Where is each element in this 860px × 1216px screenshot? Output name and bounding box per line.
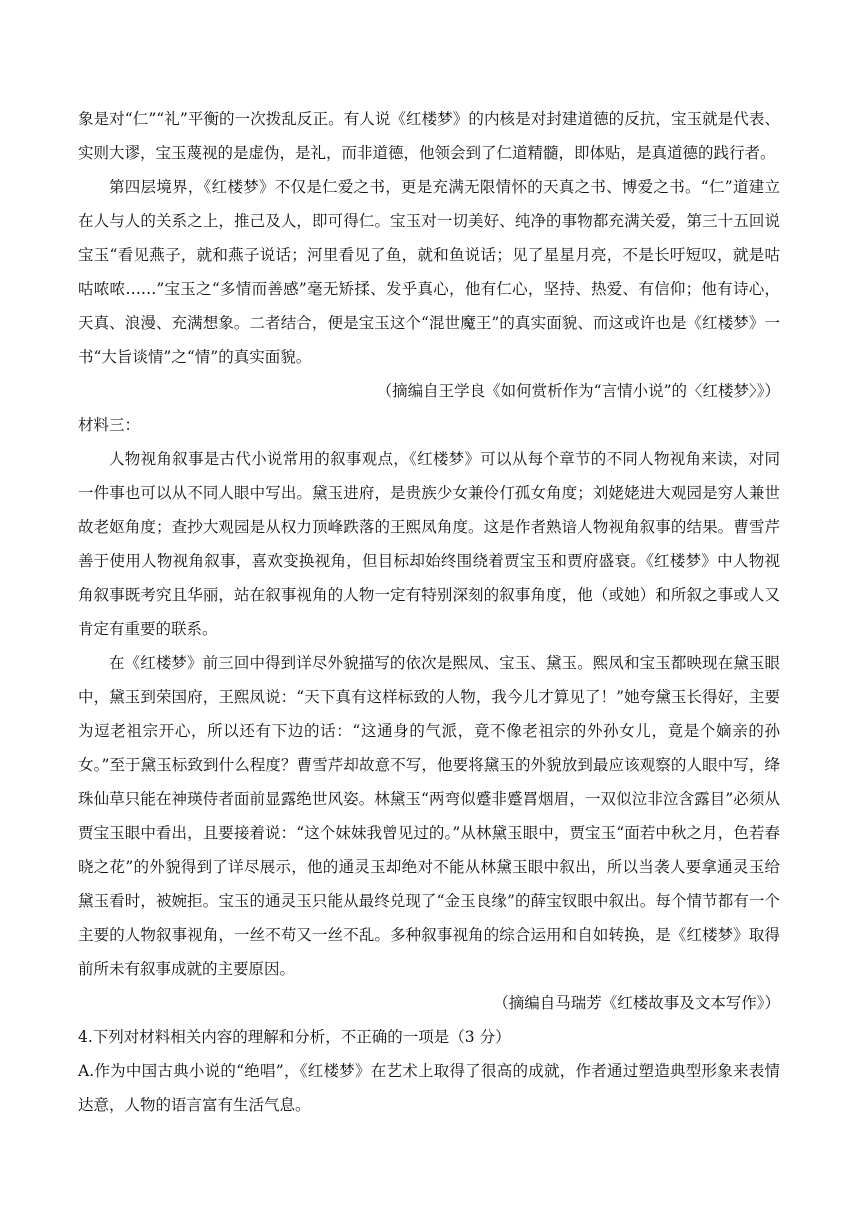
question-4-option-a: A.作为中国古典小说的“绝唱”，《红楼梦》在艺术上取得了很高的成就，作者通过塑造典型形象来表情达意，人物的语言富有生活气息。 <box>78 1062 780 1114</box>
material2-paragraph-fourth-level: 第四层境界，《红楼梦》不仅是仁爱之书，更是充满无限情怀的天真之书、博爱之书。“仁”道建立在人与人的关系之上，推己及人，即可得仁。宝玉对一切美好、纯净的事物都充满关爱，第三十五回说宝玉“看见燕子，就和燕子说话；河里看见了鱼，就和鱼说话；见了星星月亮，不是长吁短叹，就是咕咕哝哝……”宝玉之“多情而善感”毫无矫揉、发乎真心，他有仁心，坚持、热爱、有信仰；他有诗心，天真、浪漫、充满想象。二者结合，便是宝玉这个“混世魔王”的真实面貌、而这或许也是《红楼梦》一书“大旨谈情”之“情”的真实面貌。 <box>78 178 780 366</box>
material2-paragraph-continued: 象是对“仁”“礼”平衡的一次拨乱反正。有人说《红楼梦》的内核是对封建道德的反抗，宝玉就是代表、实则大谬，宝玉蔑视的是虚伪，是礼，而非道德，他领会到了仁道精髓，即体贴，是真道德的践行者。 <box>78 110 780 162</box>
document-page <box>78 102 780 1122</box>
material3-paragraph-1: 人物视角叙事是古代小说常用的叙事观点，《红楼梦》可以从每个章节的不同人物视角来读，对同一件事也可以从不同人眼中写出。黛玉进府，是贵族少女兼伶仃孤女角度；刘姥姥进大观园是穷人兼世故老妪角度；查抄大观园是从权力顶峰跌落的王熙凤角度。这是作者熟谙人物视角叙事的结果。曹雪芹善于使用人物视角叙事，喜欢变换视角，但目标却始终围绕着贾宝玉和贾府盛衰。《红楼梦》中人物视角叙事既考究且华丽，站在叙事视角的人物一定有特别深刻的叙事角度，他（或她）和所叙之事或人又肯定有重要的联系。 <box>78 450 780 638</box>
material3-source: （摘编自马瑞芳《红楼故事及文本写作》） <box>493 994 780 1012</box>
material2-source: （摘编自王学良《如何赏析作为“言情小说”的〈红楼梦〉》） <box>376 382 780 400</box>
question-4-stem: 4.下列对材料相关内容的理解和分析，不正确的一项是（3 分） <box>78 1028 511 1046</box>
material3-label: 材料三： <box>78 416 141 434</box>
material3-paragraph-2: 在《红楼梦》前三回中得到详尽外貌描写的依次是熙凤、宝玉、黛玉。熙凤和宝玉都映现在黛玉眼中，黛玉到荣国府，王熙凤说：“天下真有这样标致的人物，我今儿才算见了！”她夸黛玉长得好，主要为逗老祖宗开心，所以还有下边的话：“这通身的气派，竟不像老祖宗的外孙女儿，竟是个嫡亲的孙女。”至于黛玉标致到什么程度？曹雪芹却故意不写，他要将黛玉的外貌放到最应该观察的人眼中写，绛珠仙草只能在神瑛侍者面前显露绝世风姿。林黛玉“两弯似蹙非蹙罥烟眉，一双似泣非泣含露目”必须从贾宝玉眼中看出，且要接着说：“这个妹妹我曾见过的。”从林黛玉眼中，贾宝玉“面若中秋之月，色若春晓之花”的外貌得到了详尽展示，他的通灵玉却绝对不能从林黛玉眼中叙出，所以当袭人要拿通灵玉给黛玉看时，被婉拒。宝玉的通灵玉只能从最终兑现了“金玉良缘”的薛宝钗眼中叙出。每个情节都有一个主要的人物叙事视角，一丝不苟又一丝不乱。多种叙事视角的综合运用和自如转换，是《红楼梦》取得前所未有叙事成就的主要原因。 <box>78 654 780 978</box>
